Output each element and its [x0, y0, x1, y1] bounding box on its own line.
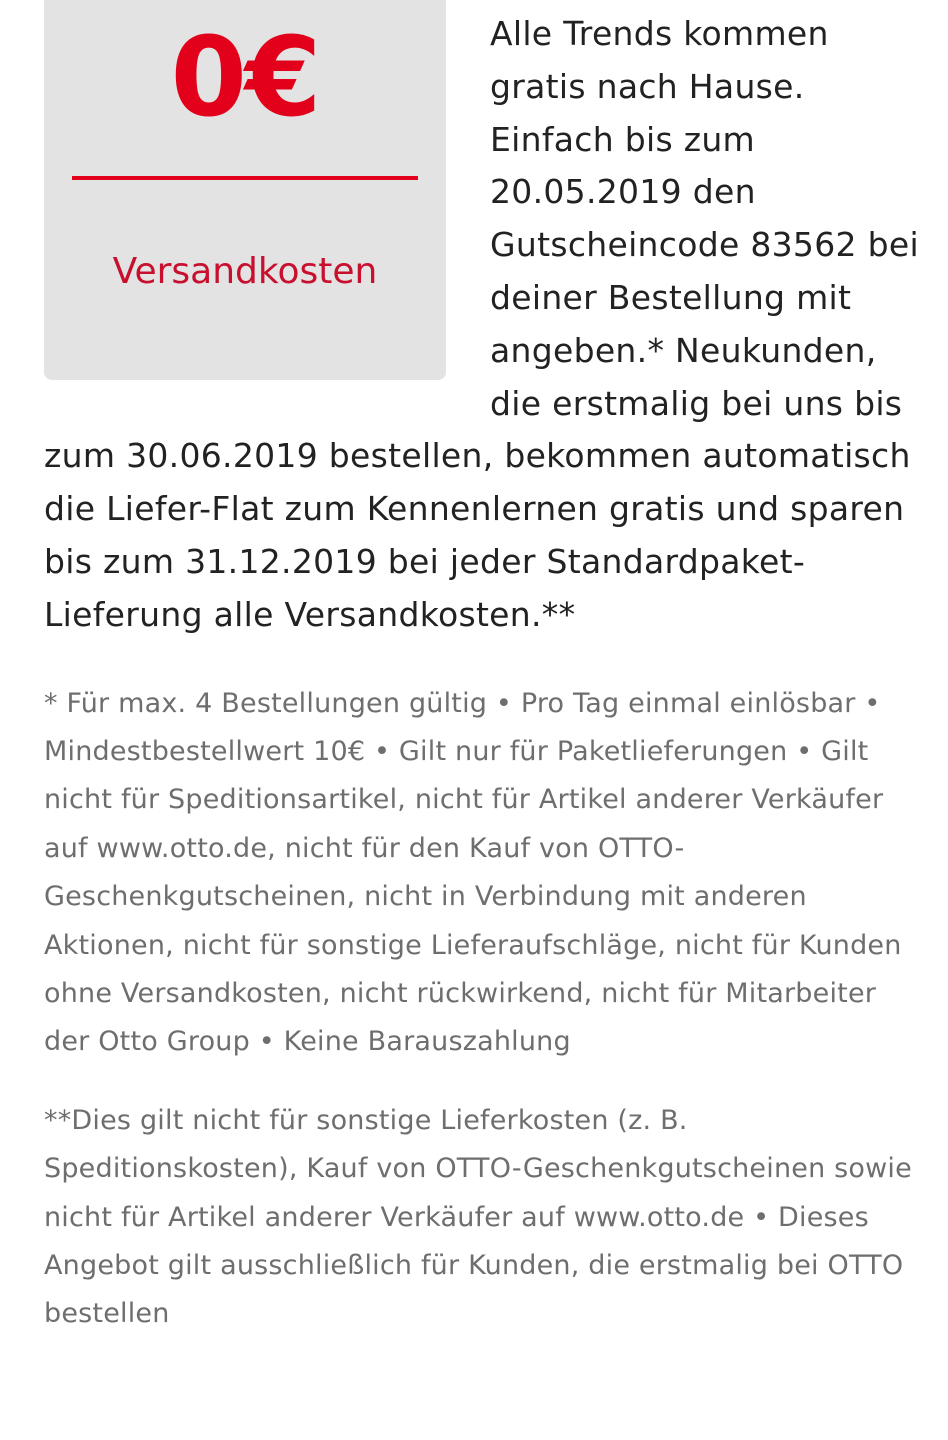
shipping-cost-caption: Versandkosten — [112, 251, 378, 292]
free-shipping-banner — [44, 0, 446, 380]
footnote-exclusions: **Dies gilt nicht für sonstige Lieferkosten (z. B. Speditionskosten), Kauf von OTTO-Geschenkgutscheinen sowie nicht für Artikel anderer Verkäufer auf www.otto.de • Dieses Angebot gilt ausschließlich für Kunden, die erstmalig bei OTTO bestellen — [44, 1104, 912, 1330]
banner-divider — [72, 176, 418, 180]
promo-description: Alle Trends kommen gratis nach Hause. Einfach bis zum 20.05.2019 den Gutscheincode 83562 bei deiner Bestellung mit angeben.* Neukunden, die erstmalig bei uns bis zum 30.06.2019 bestellen, bekommen automatisch die Liefer-Flat zum Kennenlernen gratis und sparen bis zum 31.12.2019 bei jeder Standardpaket-Lieferung alle Versandkosten.** — [44, 14, 919, 634]
shipping-cost-amount: 0€ — [170, 13, 320, 141]
footnote-conditions: * Für max. 4 Bestellungen gültig • Pro Tag einmal einlösbar • Mindestbestellwert 10€ • Gilt nur für Paketlieferungen • Gilt nicht für Speditionsartikel, nicht für Artikel anderer Verkäufer auf www.otto.de, nicht für den Kauf von OTTO-Geschenkgutscheinen, nicht in Verbindung mit anderen Aktionen, nicht für sonstige Lieferaufschläge, nicht für Kunden ohne Versandkosten, nicht rückwirkend, nicht für Mitarbeiter der Otto Group • Keine Barauszahlung — [44, 687, 902, 1058]
promo-article — [44, 0, 924, 1339]
